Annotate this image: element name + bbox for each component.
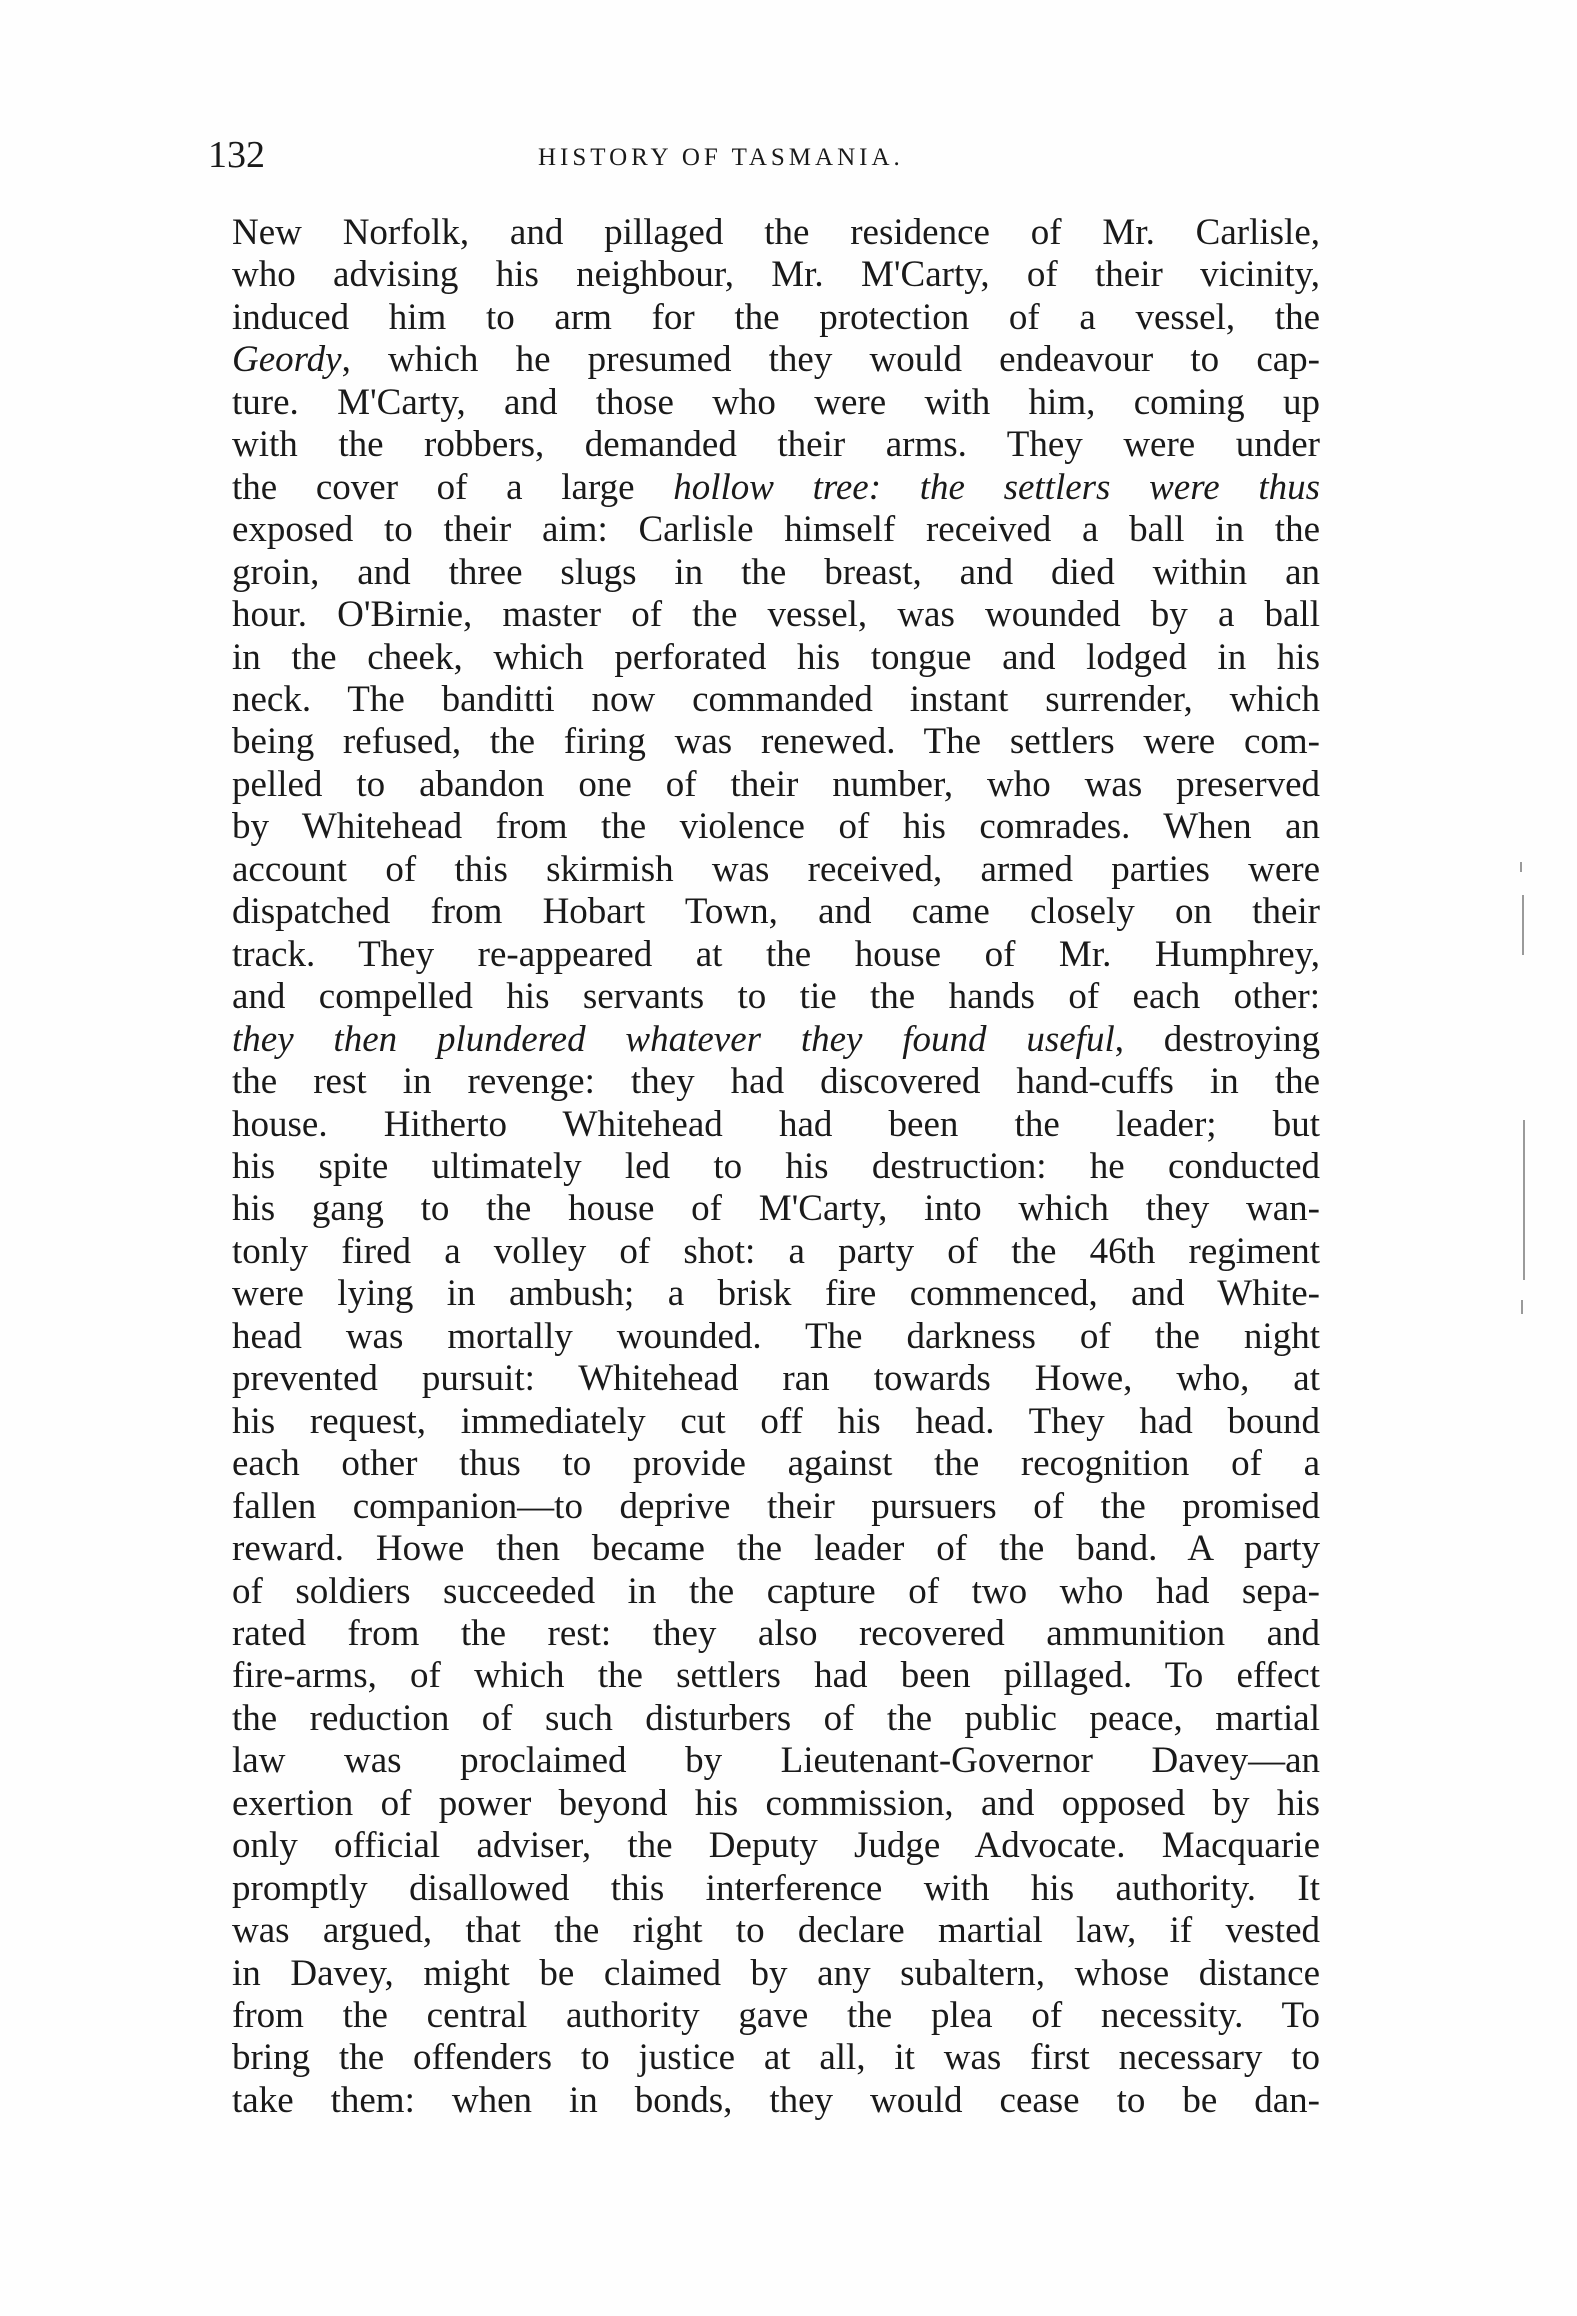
- text-line: the reduction of such disturbers of the public peace, martial: [232, 1697, 1320, 1739]
- text-line: account of this skirmish was received, armed parties were: [232, 848, 1320, 890]
- text-line: bring the offenders to justice at all, it was first necessary to: [232, 2037, 1320, 2079]
- margin-mark: [1520, 862, 1522, 872]
- text-line: induced him to arm for the protection of a vessel, the: [232, 296, 1320, 338]
- italic-segment: hollow tree: the settlers were thus: [673, 466, 1320, 508]
- text-line: dispatched from Hobart Town, and came closely on their: [232, 891, 1320, 933]
- text-line: hour. O'Birnie, master of the vessel, was wounded by a ball: [232, 594, 1320, 636]
- text-line: with the robbers, demanded their arms. They were under: [232, 424, 1320, 466]
- margin-mark: [1523, 1120, 1525, 1280]
- text-line: groin, and three slugs in the breast, and died within an: [232, 551, 1320, 593]
- text-line: being refused, the firing was renewed. The settlers were com-: [232, 721, 1320, 763]
- text-line: ture. M'Carty, and those who were with him, coming up: [232, 381, 1320, 423]
- text-line: in the cheek, which perforated his tongue and lodged in his: [232, 636, 1320, 678]
- text-line: tonly fired a volley of shot: a party of the 46th regiment: [232, 1230, 1320, 1272]
- text-line: neck. The banditti now commanded instant surrender, which: [232, 678, 1320, 720]
- running-title: HISTORY OF TASMANIA.: [538, 144, 904, 171]
- text-line: [232, 339, 1320, 381]
- text-line: take them: when in bonds, they would cease to be dan-: [232, 2079, 1320, 2121]
- text-line: fire-arms, of which the settlers had been pillaged. To effect: [232, 1655, 1320, 1697]
- text-line: promptly disallowed this interference with his authority. It: [232, 1867, 1320, 1909]
- text-segment: the cover of a large: [232, 466, 674, 508]
- margin-mark: [1522, 895, 1524, 955]
- body-text: [232, 212, 1320, 2122]
- text-line: his request, immediately cut off his head. They had bound: [232, 1400, 1320, 1442]
- text-line: each other thus to provide against the recognition of a: [232, 1443, 1320, 1485]
- text-line: exertion of power beyond his commission, and opposed by his: [232, 1782, 1320, 1824]
- text-line: his gang to the house of M'Carty, into which they wan-: [232, 1188, 1320, 1230]
- text-line: [232, 1019, 1320, 1061]
- text-segment: , destroying: [1114, 1018, 1321, 1060]
- running-head: [208, 130, 1318, 190]
- text-line: who advising his neighbour, Mr. M'Carty, of their vicinity,: [232, 254, 1320, 296]
- text-segment: , which he presumed they would endeavour to cap-: [341, 339, 1320, 381]
- italic-segment: they then plundered whatever they found useful: [232, 1018, 1115, 1060]
- text-line: only official adviser, the Deputy Judge Advocate. Macquarie: [232, 1825, 1320, 1867]
- text-line: his spite ultimately led to his destruction: he conducted: [232, 1145, 1320, 1187]
- text-line: [232, 467, 1320, 509]
- italic-word: Geordy: [232, 339, 342, 381]
- text-line: from the central authority gave the plea of necessity. To: [232, 1995, 1320, 2037]
- text-line: of soldiers succeeded in the capture of two who had sepa-: [232, 1570, 1320, 1612]
- text-line: reward. Howe then became the leader of the band. A party: [232, 1528, 1320, 1570]
- text-line: were lying in ambush; a brisk fire commenced, and White-: [232, 1273, 1320, 1315]
- text-line: fallen companion—to deprive their pursuers of the promised: [232, 1485, 1320, 1527]
- text-line: prevented pursuit: Whitehead ran towards Howe, who, at: [232, 1358, 1320, 1400]
- text-line: house. Hitherto Whitehead had been the leader; but: [232, 1103, 1320, 1145]
- text-line: by Whitehead from the violence of his comrades. When an: [232, 806, 1320, 848]
- text-line: the rest in revenge: they had discovered hand-cuffs in the: [232, 1061, 1320, 1103]
- text-line: head was mortally wounded. The darkness of the night: [232, 1315, 1320, 1357]
- text-line: and compelled his servants to tie the hands of each other:: [232, 976, 1320, 1018]
- text-line: New Norfolk, and pillaged the residence of Mr. Carlisle,: [232, 212, 1320, 253]
- page-number: 132: [208, 134, 265, 176]
- text-line: pelled to abandon one of their number, who was preserved: [232, 763, 1320, 805]
- text-line: rated from the rest: they also recovered ammunition and: [232, 1612, 1320, 1654]
- text-line: was argued, that the right to declare martial law, if vested: [232, 1910, 1320, 1952]
- text-line: exposed to their aim: Carlisle himself received a ball in the: [232, 509, 1320, 551]
- text-line: in Davey, might be claimed by any subaltern, whose distance: [232, 1952, 1320, 1994]
- margin-mark: [1521, 1300, 1523, 1314]
- text-line: law was proclaimed by Lieutenant-Governor Davey—an: [232, 1740, 1320, 1782]
- text-line: track. They re-appeared at the house of Mr. Humphrey,: [232, 933, 1320, 975]
